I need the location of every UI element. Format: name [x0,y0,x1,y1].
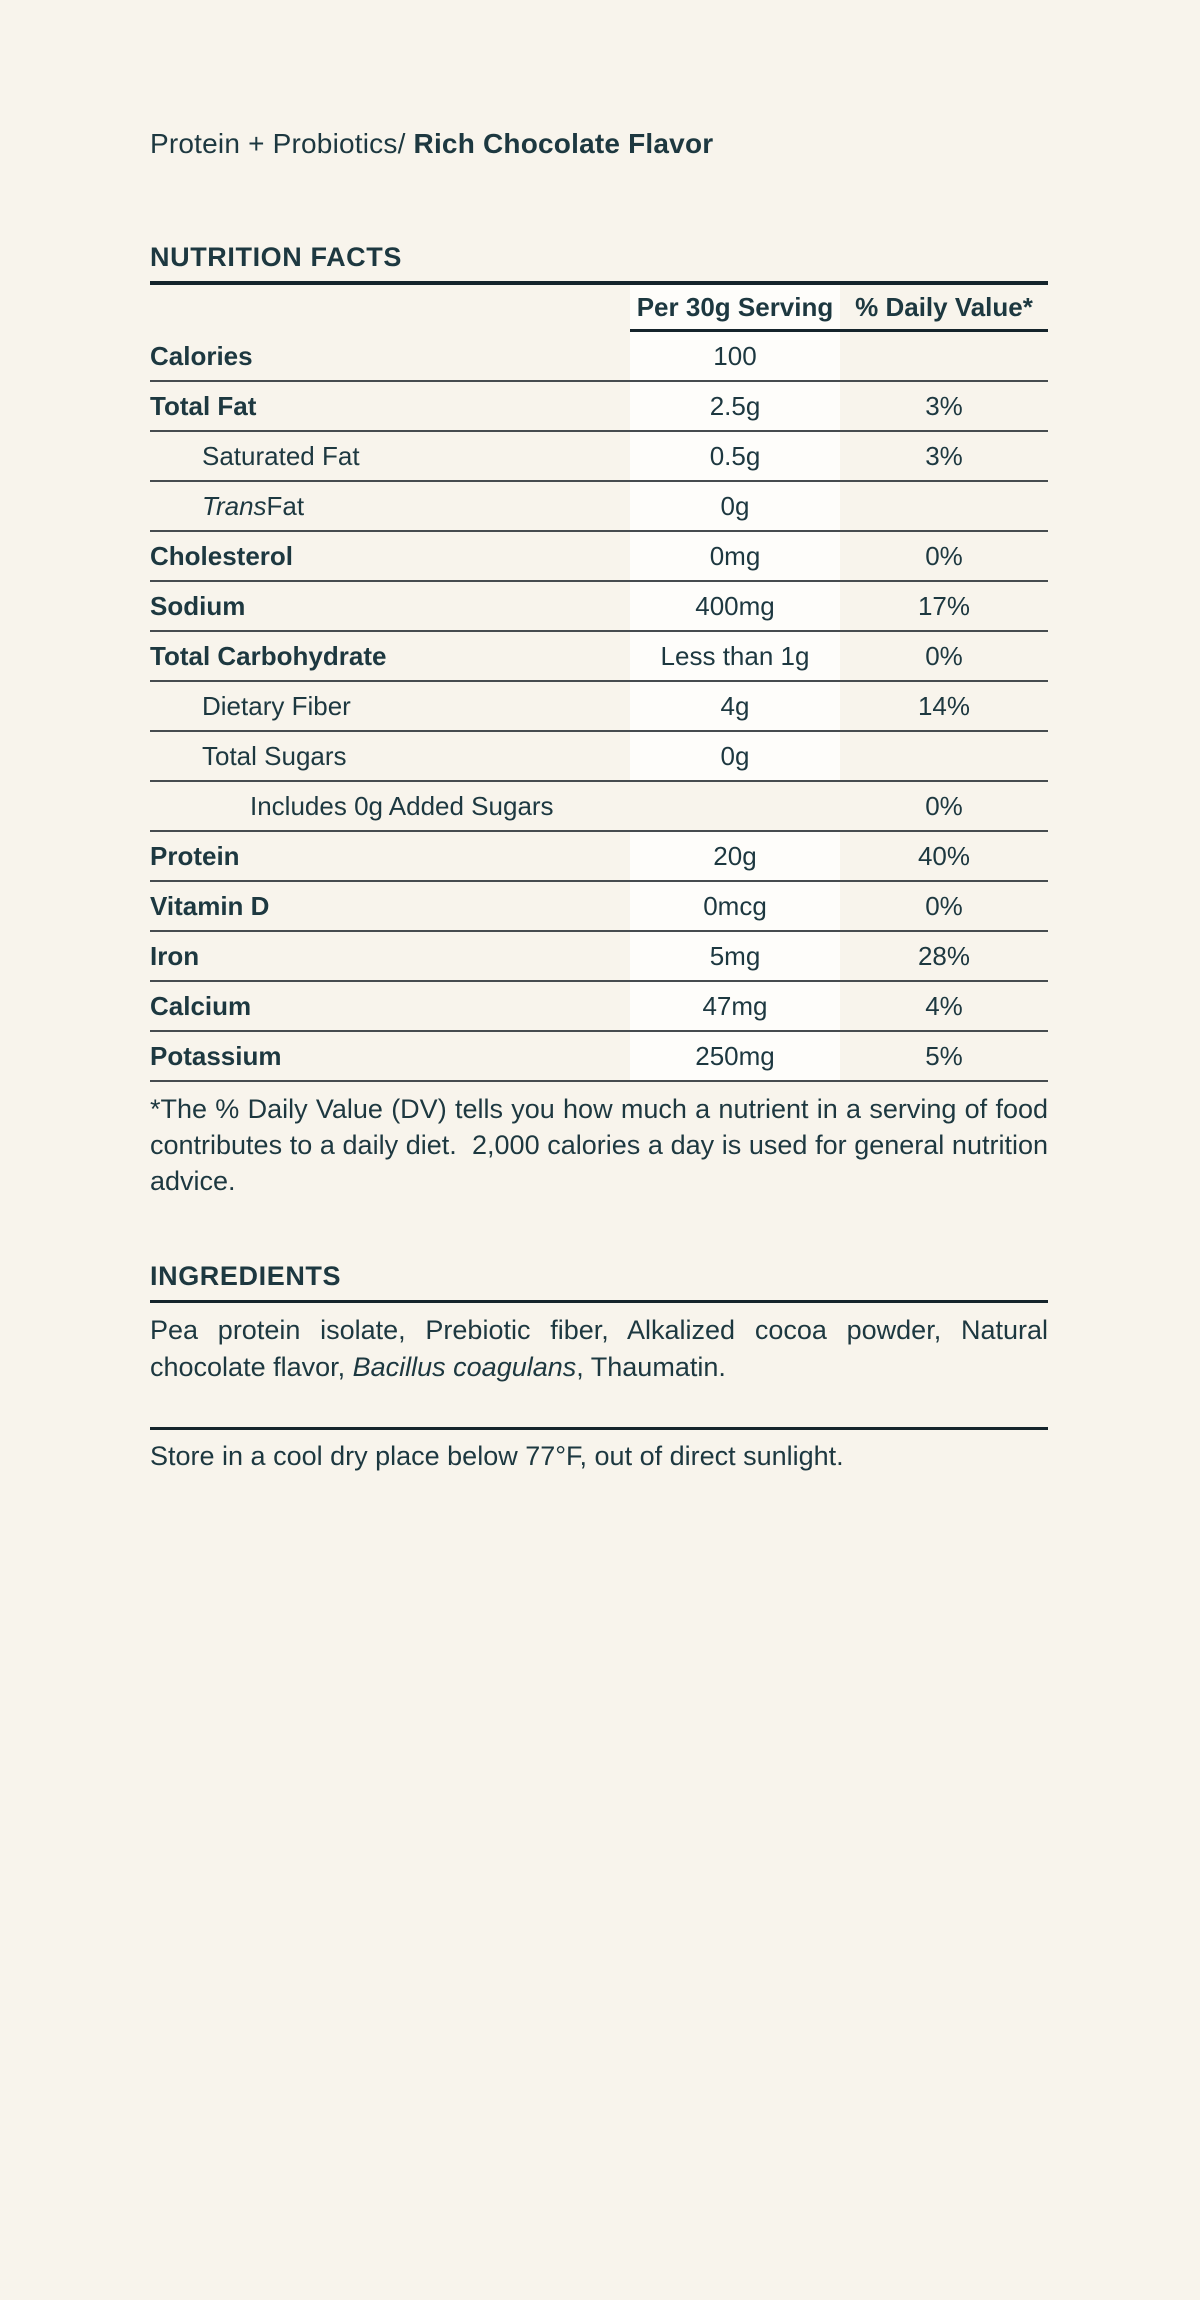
table-row [150,832,1048,882]
nutrient-daily-value [840,482,1048,530]
nutrient-amount: 0g [630,482,840,530]
nutrient-amount: Less than 1g [630,632,840,680]
ingredients-text-start: Pea protein isolate, Prebiotic fiber, Alkalized cocoa powder, Natural chocolate flavor, [150,1315,1048,1382]
nutrient-label: Potassium [150,1040,282,1071]
nutrient-amount: 0g [630,732,840,780]
product-flavor-name: Rich Chocolate Flavor [413,128,714,159]
nutrient-amount: 0mg [630,532,840,580]
nutrient-daily-value: 4% [925,990,963,1021]
nutrient-amount: 0.5g [630,432,840,480]
storage-instructions: Store in a cool dry place below 77°F, out of direct sunlight. [150,1441,844,1471]
nutrient-amount: 400mg [630,582,840,630]
nutrient-label: Calories [150,340,253,371]
table-row [150,482,1048,532]
ingredients-species-name: Bacillus coagulans [352,1352,577,1382]
nutrient-label: Iron [150,940,200,971]
nutrient-daily-value: 40% [917,840,971,871]
nutrient-label: Trans Fat [202,490,305,521]
nutrient-label: Dietary Fiber [202,690,351,721]
table-row [150,532,1048,582]
ingredients-text [150,1312,1048,1386]
table-row [150,632,1048,682]
nutrient-daily-value: 0% [925,790,963,821]
nutrient-daily-value [840,732,1048,780]
nutrient-label: Total Sugars [202,740,347,771]
nutrient-daily-value [840,332,1048,380]
table-row [150,682,1048,732]
nutrient-amount: 2.5g [630,382,840,430]
nutrient-label: Vitamin D [150,890,270,921]
nutrient-label: Cholesterol [150,540,294,571]
table-header-row [150,285,1048,332]
table-row [150,432,1048,482]
nutrient-daily-value: 0% [925,640,963,671]
nutrient-amount: 5mg [630,932,840,980]
nutrition-facts-table [150,285,1048,1082]
product-title [150,0,1048,160]
nutrient-amount: 4g [630,682,840,730]
table-body [150,332,1048,1082]
nutrient-amount [630,782,840,830]
nutrient-label: Includes 0g Added Sugars [250,790,554,821]
nutrient-daily-value: 0% [925,890,963,921]
nutrient-amount: 250mg [630,1032,840,1080]
nutrition-facts-heading: NUTRITION FACTS [150,243,1048,285]
header-serving-column: Per 30g Serving [630,285,840,332]
nutrient-daily-value: 3% [925,390,963,421]
nutrient-amount: 100 [630,332,840,380]
nutrient-daily-value: 28% [917,940,971,971]
ingredients-text-end: , Thaumatin. [576,1352,726,1382]
nutrient-label: Calcium [150,990,252,1021]
nutrient-amount: 20g [630,832,840,880]
nutrient-daily-value: 3% [925,440,963,471]
nutrient-daily-value: 0% [925,540,963,571]
label-panel [150,0,1048,1472]
table-row [150,782,1048,832]
table-row [150,882,1048,932]
nutrient-amount: 47mg [630,982,840,1030]
nutrient-label: Total Carbohydrate [150,640,387,671]
nutrient-daily-value: 14% [917,690,971,721]
nutrient-label: Total Fat [150,390,257,421]
ingredients-heading: INGREDIENTS [150,1262,1048,1303]
nutrient-amount: 0mcg [630,882,840,930]
storage-section [150,1427,1048,1472]
product-line-name: Protein + Probiotics/ [150,128,414,159]
table-row [150,982,1048,1032]
table-row [150,1032,1048,1082]
header-nutrient-column [150,285,630,332]
header-daily-value-column: % Daily Value* [840,285,1048,332]
nutrient-label: Saturated Fat [202,440,360,471]
nutrient-daily-value: 5% [925,1040,963,1071]
nutrient-label: Sodium [150,590,246,621]
nutrient-daily-value: 17% [917,590,971,621]
daily-value-footnote: *The % Daily Value (DV) tells you how much a nutrient in a serving of food contributes to a daily diet. 2,000 calories a day is used for general nutrition advice. [150,1094,1048,1196]
table-row [150,932,1048,982]
table-row [150,332,1048,382]
nutrient-label: Protein [150,840,240,871]
table-row [150,582,1048,632]
table-row [150,732,1048,782]
table-row [150,382,1048,432]
